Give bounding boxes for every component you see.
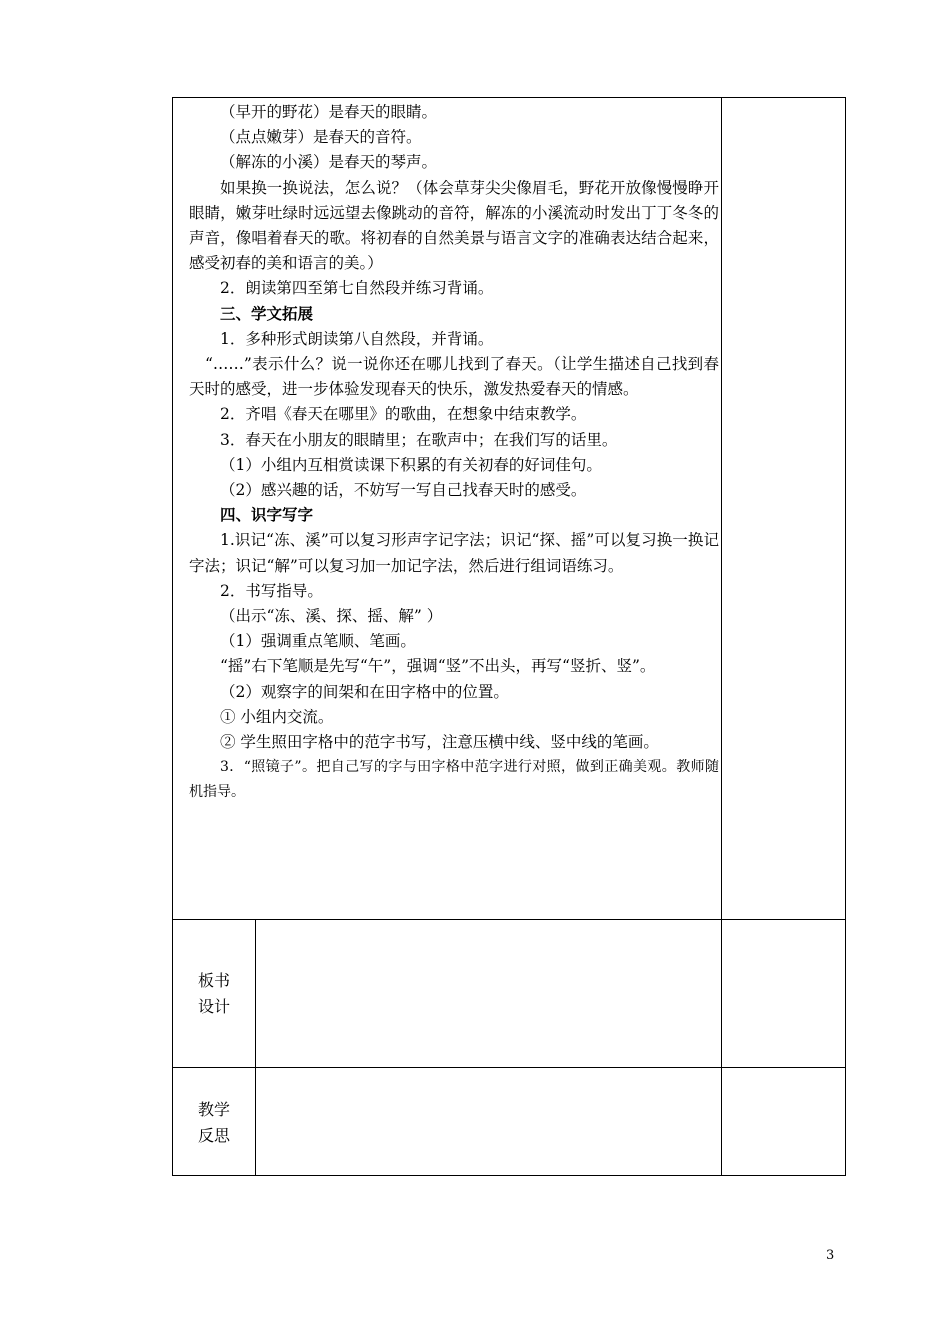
reflection-label-line1: 教学 [197, 1100, 230, 1119]
teaching-process-content [189, 100, 719, 806]
text-paragraph: 如果换一换说法，怎么说？（体会草芽尖尖像眉毛，野花开放像慢慢睁开眼睛，嫩芽吐绿时远远望去像跳动的音符，解冻的小溪流动时发出丁丁冬冬的声音，像唱着春天的歌。将初春的自然美景与语言文字的准确表达结合起来，感受初春的美和语言的美。） [189, 178, 719, 273]
text-line: （2）感兴趣的话，不妨写一写自己找春天时的感受。 [220, 481, 587, 500]
text-line: ① 小组内交流。 [220, 707, 334, 726]
section-heading: 三、学文拓展 [220, 304, 314, 323]
text-paragraph: ② 学生照田字格中的范字书写，注意压横中线、竖中线的笔画。 [220, 733, 659, 752]
text-line: 3．春天在小朋友的眼睛里；在歌声中；在我们写的话里。 [220, 430, 618, 449]
text-line: 1．多种形式朗读第八自然段，并背诵。 [220, 329, 494, 348]
text-line: （1）小组内互相赏读课下积累的有关初春的好词佳句。 [220, 455, 602, 474]
text-line: （点点嫩芽）是春天的音符。 [220, 128, 422, 147]
page-number: 3 [826, 1248, 835, 1263]
reflection-label-line2: 反思 [197, 1126, 230, 1145]
text-line: 2．朗读第四至第七自然段并练习背诵。 [220, 279, 494, 298]
text-line: 2．书写指导。 [220, 581, 323, 600]
text-line: 2．齐唱《春天在哪里》的歌曲，在想象中结束教学。 [220, 405, 587, 424]
text-paragraph: “摇”右下笔顺是先写“午”，强调“竖”不出头，再写“竖折、竖”。 [220, 657, 656, 676]
row-divider-board [173, 919, 845, 920]
board-label-line1: 板书 [197, 971, 230, 990]
label-column-divider [255, 919, 256, 1175]
board-design-label [173, 968, 255, 1020]
text-paragraph: 1.识记“冻、溪”可以复习形声字记字法；识记“探、摇”可以复习换一换记字法；识记“解”可以复习加一加记字法，然后进行组词语练习。 [189, 531, 719, 575]
text-line: （1）强调重点笔顺、笔画。 [220, 632, 416, 651]
notes-column-divider [721, 98, 722, 1175]
text-paragraph: 3．“照镜子”。把自己写的字与田字格中范字进行对照，做到正确美观。教师随机指导。 [189, 759, 719, 801]
text-line: （2）观察字的间架和在田字格中的位置。 [220, 682, 509, 701]
text-line: （早开的野花）是春天的眼睛。 [220, 103, 438, 121]
text-line: （解冻的小溪）是春天的琴声。 [220, 153, 438, 172]
lesson-plan-table [172, 97, 846, 1176]
board-label-line2: 设计 [197, 997, 230, 1016]
text-paragraph: “……”表示什么？说一说你还在哪儿找到了春天。（让学生描述自己找到春天时的感受，进一步体验发现春天的快乐，激发热爱春天的情感。 [189, 355, 719, 399]
row-divider-reflection [173, 1067, 845, 1068]
teaching-reflection-label [173, 1097, 255, 1149]
section-heading: 四、识字写字 [220, 506, 314, 525]
text-line: （出示“冻、溪、探、摇、解” ） [220, 607, 443, 626]
